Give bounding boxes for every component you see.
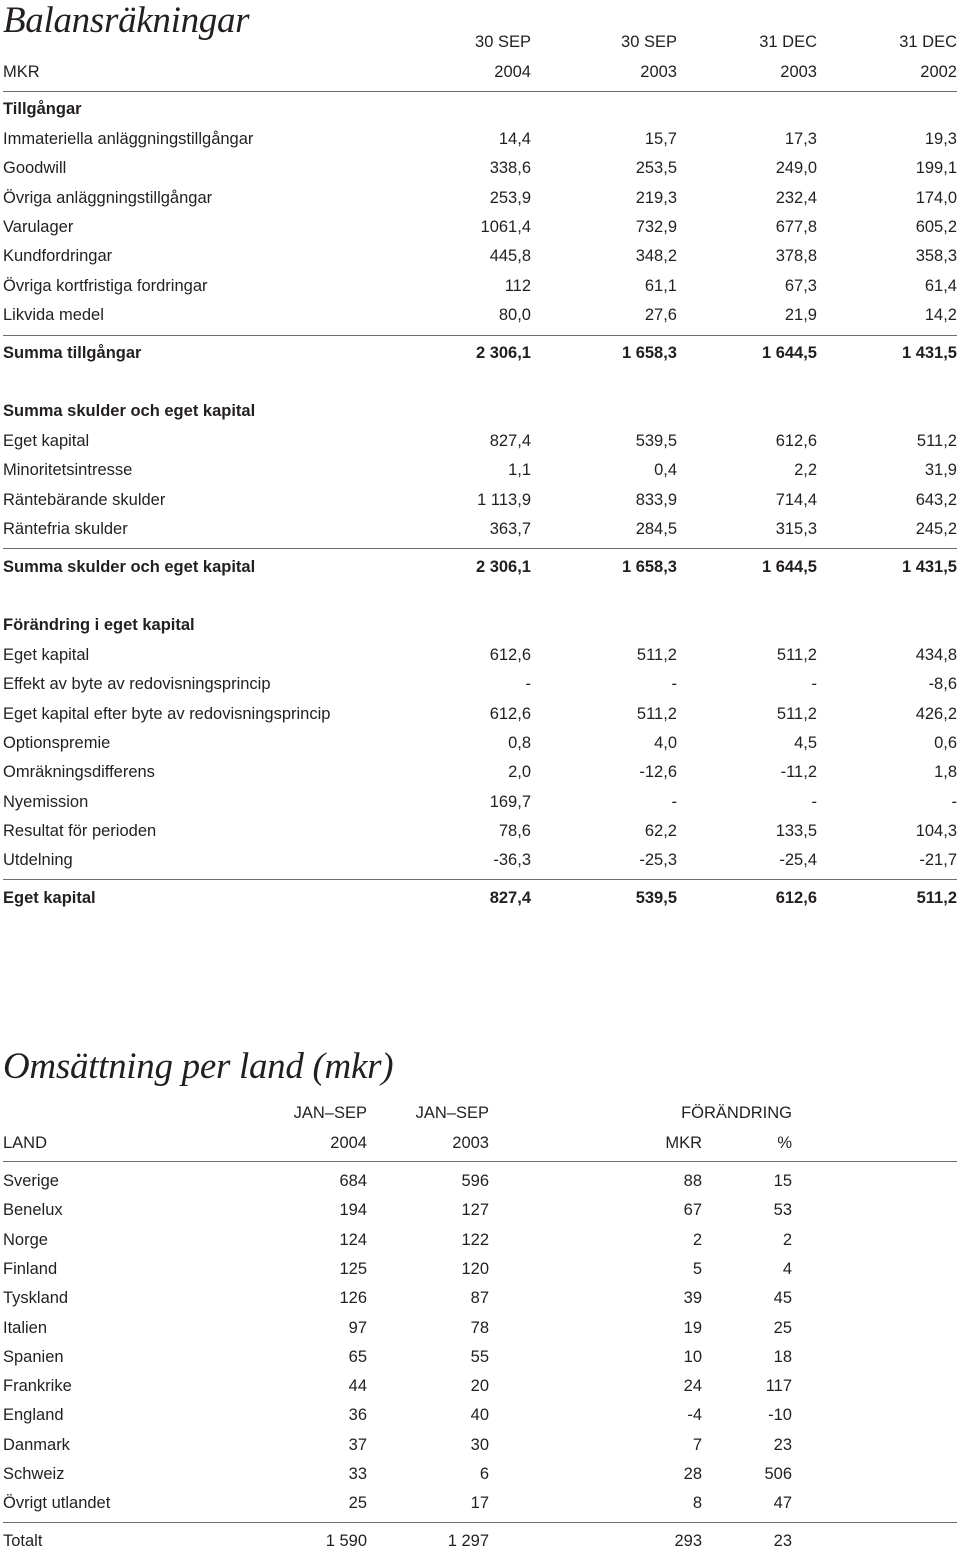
period-value-2: 30 SEP	[621, 33, 677, 51]
row-label: Eget kapital efter byte av redovisningsprincip	[3, 705, 331, 723]
table-row	[3, 245, 957, 267]
row-value-2: 732,9	[635, 218, 677, 236]
country-value-3: 39	[683, 1289, 702, 1307]
row-value-4: 61,4	[924, 277, 957, 295]
country-total-value-2: 1 297	[447, 1532, 489, 1550]
row-value-3: 612,6	[775, 432, 817, 450]
section-heading	[3, 614, 957, 636]
row-label: Effekt av byte av redovisningsprincip	[3, 675, 271, 693]
section-heading-label: Summa skulder och eget kapital	[3, 402, 256, 420]
section-heading	[3, 400, 957, 422]
row-value-3: -	[811, 675, 817, 693]
section-heading	[3, 98, 957, 120]
country-value-2: 40	[470, 1406, 489, 1424]
row-value-4: 1,8	[934, 763, 957, 781]
column-value-1: 2004	[330, 1134, 367, 1152]
row-value-4: 511,2	[916, 432, 957, 450]
total-label: Summa tillgångar	[3, 344, 142, 362]
country-value-1: 97	[348, 1319, 367, 1337]
row-value-3: 249,0	[775, 159, 817, 177]
country-total-divider	[3, 1522, 957, 1523]
country-value-1: 37	[348, 1436, 367, 1454]
row-label: Nyemission	[3, 793, 89, 811]
row-value-4: 426,2	[915, 705, 957, 723]
country-label: Övrigt utlandet	[3, 1494, 111, 1512]
country-value-4: 4	[782, 1260, 792, 1278]
row-value-4: 19,3	[924, 130, 957, 148]
balance-title: Balansräkningar	[3, 0, 250, 41]
row-value-1: 612,6	[489, 705, 531, 723]
row-label: Resultat för perioden	[3, 822, 157, 840]
row-value-1: 253,9	[489, 189, 531, 207]
row-label: Minoritetsintresse	[3, 461, 133, 479]
row-value-1: -36,3	[493, 851, 531, 869]
table-row	[3, 1346, 957, 1368]
country-value-3: 28	[683, 1465, 702, 1483]
row-label: Räntefria skulder	[3, 520, 128, 538]
row-label: Likvida medel	[3, 306, 104, 324]
row-value-3: 511,2	[776, 705, 817, 723]
row-value-1: 1061,4	[480, 218, 531, 236]
balance-header-years	[3, 61, 957, 83]
row-value-1: 363,7	[489, 520, 531, 538]
country-header-periods	[3, 1102, 957, 1124]
row-value-1: 2,0	[508, 763, 531, 781]
period-value-2: JAN–SEP	[415, 1104, 489, 1122]
row-value-2: 511,2	[636, 705, 677, 723]
country-header-divider	[3, 1161, 957, 1162]
table-row	[3, 1170, 957, 1192]
row-value-2: 4,0	[654, 734, 677, 752]
table-row	[3, 216, 957, 238]
country-value-1: 36	[348, 1406, 367, 1424]
country-total-value-3: 293	[674, 1532, 702, 1550]
total-value-2: 1 658,3	[621, 344, 677, 362]
section-total-row	[3, 887, 957, 909]
row-value-2: 539,5	[635, 432, 677, 450]
row-value-3: 714,4	[775, 491, 817, 509]
row-label: Övriga kortfristiga fordringar	[3, 277, 208, 295]
row-value-3: 67,3	[784, 277, 817, 295]
country-total-label: Totalt	[3, 1532, 43, 1550]
section-total-divider	[3, 548, 957, 549]
row-label: Räntebärande skulder	[3, 491, 166, 509]
row-label: Optionspremie	[3, 734, 111, 752]
country-value-1: 684	[339, 1172, 367, 1190]
country-total-value-4: 23	[773, 1532, 792, 1550]
row-value-2: -	[671, 675, 677, 693]
table-row	[3, 187, 957, 209]
country-value-3: 24	[683, 1377, 702, 1395]
country-value-2: 55	[470, 1348, 489, 1366]
period-value-3: 31 DEC	[759, 33, 817, 51]
row-label: Immateriella anläggningstillgångar	[3, 130, 254, 148]
row-value-2: 27,6	[644, 306, 677, 324]
country-value-3: 8	[692, 1494, 702, 1512]
table-row	[3, 644, 957, 666]
row-value-4: -21,7	[919, 851, 957, 869]
row-value-2: 253,5	[635, 159, 677, 177]
row-value-1: 0,8	[508, 734, 531, 752]
table-row	[3, 791, 957, 813]
table-row	[3, 761, 957, 783]
row-value-1: 1,1	[508, 461, 531, 479]
row-value-2: 0,4	[654, 461, 677, 479]
row-value-3: -11,2	[780, 763, 817, 781]
row-value-4: 245,2	[915, 520, 957, 538]
year-value-2: 2003	[640, 63, 677, 81]
row-value-2: 511,2	[636, 646, 677, 664]
row-value-4: 0,6	[934, 734, 957, 752]
row-value-3: 17,3	[784, 130, 817, 148]
country-header-label: LAND	[3, 1134, 48, 1152]
row-value-2: 348,2	[635, 247, 677, 265]
country-value-3: 5	[692, 1260, 702, 1278]
column-value-2: 2003	[452, 1134, 489, 1152]
row-value-4: 199,1	[915, 159, 957, 177]
country-value-1: 65	[348, 1348, 367, 1366]
row-label: Omräkningsdifferens	[3, 763, 155, 781]
row-value-4: 605,2	[915, 218, 957, 236]
country-value-1: 33	[348, 1465, 367, 1483]
country-value-1: 126	[339, 1289, 367, 1307]
table-row	[3, 157, 957, 179]
row-value-4: 358,3	[915, 247, 957, 265]
country-value-2: 122	[461, 1231, 489, 1249]
row-value-2: 61,1	[644, 277, 677, 295]
row-label: Varulager	[3, 218, 74, 236]
country-label: Danmark	[3, 1436, 70, 1454]
year-value-1: 2004	[494, 63, 531, 81]
row-value-2: -12,6	[639, 763, 677, 781]
row-value-1: -	[525, 675, 531, 693]
table-row	[3, 1258, 957, 1280]
country-value-1: 194	[339, 1201, 367, 1219]
country-value-2: 17	[470, 1494, 489, 1512]
country-header-columns	[3, 1132, 957, 1154]
country-value-2: 6	[479, 1465, 489, 1483]
total-value-1: 2 306,1	[475, 558, 531, 576]
row-label: Eget kapital	[3, 646, 90, 664]
balance-header-label: MKR	[3, 63, 40, 81]
table-row	[3, 1375, 957, 1397]
row-value-4: 643,2	[915, 491, 957, 509]
row-value-4: -	[951, 793, 957, 811]
country-value-3: 88	[683, 1172, 702, 1190]
column-value-4: %	[777, 1134, 792, 1152]
country-total-value-1: 1 590	[325, 1532, 367, 1550]
total-value-3: 612,6	[775, 889, 817, 907]
balance-header-divider	[3, 91, 957, 92]
country-value-1: 124	[339, 1231, 367, 1249]
table-row	[3, 820, 957, 842]
row-value-2: 284,5	[635, 520, 677, 538]
row-value-3: 2,2	[794, 461, 817, 479]
country-label: Norge	[3, 1231, 48, 1249]
section-total-row	[3, 342, 957, 364]
section-total-row	[3, 556, 957, 578]
total-value-1: 827,4	[489, 889, 531, 907]
total-value-3: 1 644,5	[761, 558, 817, 576]
row-value-1: 169,7	[489, 793, 531, 811]
row-value-2: 62,2	[644, 822, 677, 840]
country-value-2: 120	[461, 1260, 489, 1278]
row-value-1: 112	[504, 277, 531, 295]
section-heading-label: Förändring i eget kapital	[3, 616, 195, 634]
country-value-3: 7	[692, 1436, 702, 1454]
row-value-4: -8,6	[928, 675, 957, 693]
row-value-1: 612,6	[489, 646, 531, 664]
country-label: Italien	[3, 1319, 48, 1337]
column-value-3: MKR	[665, 1134, 702, 1152]
table-row	[3, 430, 957, 452]
country-label: Frankrike	[3, 1377, 72, 1395]
row-value-3: 315,3	[775, 520, 817, 538]
row-value-3: -	[811, 793, 817, 811]
country-value-3: 19	[683, 1319, 702, 1337]
table-row	[3, 703, 957, 725]
section-total-divider	[3, 335, 957, 336]
total-value-2: 1 658,3	[621, 558, 677, 576]
country-value-2: 127	[461, 1201, 489, 1219]
balance-header-periods	[3, 31, 957, 53]
row-value-2: 833,9	[635, 491, 677, 509]
row-label: Övriga anläggningstillgångar	[3, 189, 213, 207]
row-value-4: 434,8	[915, 646, 957, 664]
country-value-3: -4	[687, 1406, 702, 1424]
table-row	[3, 304, 957, 326]
total-label: Summa skulder och eget kapital	[3, 558, 256, 576]
row-value-1: 1 113,9	[477, 491, 531, 509]
country-value-4: 506	[764, 1465, 792, 1483]
table-row	[3, 1229, 957, 1251]
table-row	[3, 849, 957, 871]
country-value-2: 87	[470, 1289, 489, 1307]
country-label: Schweiz	[3, 1465, 65, 1483]
table-row	[3, 1404, 957, 1426]
country-label: England	[3, 1406, 64, 1424]
row-value-2: -25,3	[639, 851, 677, 869]
country-value-4: 117	[765, 1377, 792, 1395]
year-value-3: 2003	[780, 63, 817, 81]
country-value-1: 125	[339, 1260, 367, 1278]
country-value-2: 596	[461, 1172, 489, 1190]
section-total-divider	[3, 879, 957, 880]
period-value-1: 30 SEP	[475, 33, 531, 51]
table-row	[3, 1434, 957, 1456]
period-value-4: 31 DEC	[899, 33, 957, 51]
row-label: Utdelning	[3, 851, 73, 869]
country-value-4: 47	[773, 1494, 792, 1512]
country-title: Omsättning per land (mkr)	[3, 1046, 394, 1087]
row-value-3: 21,9	[784, 306, 817, 324]
row-value-1: 80,0	[498, 306, 531, 324]
country-value-3: 67	[683, 1201, 702, 1219]
row-value-4: 14,2	[924, 306, 957, 324]
row-value-4: 174,0	[915, 189, 957, 207]
total-value-1: 2 306,1	[475, 344, 531, 362]
country-value-4: -10	[768, 1406, 792, 1424]
table-row	[3, 1287, 957, 1309]
country-value-2: 78	[470, 1319, 489, 1337]
total-value-4: 1 431,5	[901, 558, 957, 576]
table-row	[3, 1199, 957, 1221]
total-value-3: 1 644,5	[761, 344, 817, 362]
row-value-3: 133,5	[775, 822, 817, 840]
table-row	[3, 732, 957, 754]
row-label: Kundfordringar	[3, 247, 113, 265]
row-value-3: 4,5	[794, 734, 817, 752]
country-value-2: 20	[470, 1377, 489, 1395]
table-row	[3, 459, 957, 481]
row-value-4: 104,3	[915, 822, 957, 840]
country-label: Benelux	[3, 1201, 63, 1219]
table-row	[3, 1492, 957, 1514]
table-row	[3, 1317, 957, 1339]
row-value-3: 378,8	[775, 247, 817, 265]
country-value-3: 10	[683, 1348, 702, 1366]
row-value-1: 78,6	[498, 822, 531, 840]
table-row	[3, 275, 957, 297]
row-value-2: 219,3	[635, 189, 677, 207]
row-value-4: 31,9	[924, 461, 957, 479]
country-value-3: 2	[692, 1231, 702, 1249]
row-value-2: -	[671, 793, 677, 811]
country-value-2: 30	[470, 1436, 489, 1454]
country-value-1: 25	[348, 1494, 367, 1512]
row-value-3: 232,4	[775, 189, 817, 207]
row-value-1: 827,4	[489, 432, 531, 450]
change-header: FÖRÄNDRING	[681, 1104, 792, 1122]
country-value-4: 2	[782, 1231, 792, 1249]
total-value-4: 1 431,5	[901, 344, 957, 362]
table-row	[3, 128, 957, 150]
year-value-4: 2002	[920, 63, 957, 81]
total-value-2: 539,5	[635, 889, 677, 907]
row-value-3: -25,4	[779, 851, 817, 869]
country-value-1: 44	[348, 1377, 367, 1395]
country-value-4: 45	[773, 1289, 792, 1307]
row-value-3: 511,2	[776, 646, 817, 664]
country-label: Sverige	[3, 1172, 59, 1190]
country-value-4: 25	[773, 1319, 792, 1337]
period-value-1: JAN–SEP	[293, 1104, 367, 1122]
row-value-1: 445,8	[489, 247, 531, 265]
total-value-4: 511,2	[916, 889, 957, 907]
country-value-4: 18	[773, 1348, 792, 1366]
table-row	[3, 518, 957, 540]
table-row	[3, 673, 957, 695]
row-value-2: 15,7	[644, 130, 677, 148]
row-value-3: 677,8	[775, 218, 817, 236]
country-value-4: 15	[773, 1172, 792, 1190]
row-label: Eget kapital	[3, 432, 90, 450]
table-row	[3, 489, 957, 511]
country-label: Finland	[3, 1260, 58, 1278]
country-label: Spanien	[3, 1348, 64, 1366]
section-heading-label: Tillgångar	[3, 100, 82, 118]
row-label: Goodwill	[3, 159, 67, 177]
country-label: Tyskland	[3, 1289, 69, 1307]
row-value-1: 338,6	[489, 159, 531, 177]
total-label: Eget kapital	[3, 889, 96, 907]
country-value-4: 53	[773, 1201, 792, 1219]
country-value-4: 23	[773, 1436, 792, 1454]
row-value-1: 14,4	[498, 130, 531, 148]
table-row	[3, 1463, 957, 1485]
